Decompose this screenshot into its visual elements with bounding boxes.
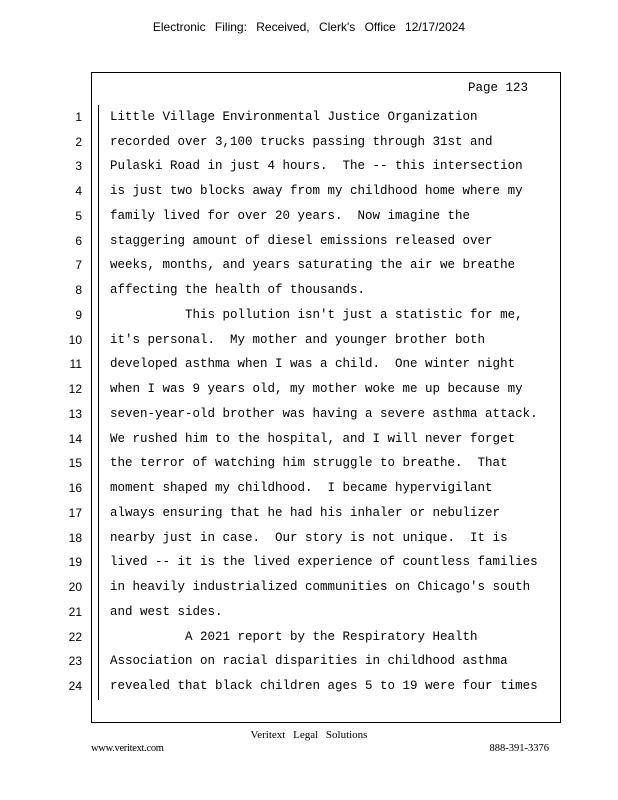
line-text: always ensuring that he had his inhaler or nebulizer	[110, 505, 501, 520]
line-number: 6	[75, 233, 82, 248]
line-number: 8	[75, 283, 82, 298]
transcript-line	[0, 209, 618, 227]
transcript-line	[0, 555, 618, 573]
page-number: Page 123	[468, 81, 529, 95]
transcript-line	[0, 308, 618, 326]
transcript-line	[0, 382, 618, 400]
line-text: revealed that black children ages 5 to 19 were four times	[110, 679, 538, 694]
transcript-line	[0, 580, 618, 598]
line-number: 3	[75, 159, 82, 174]
line-number: 20	[68, 580, 82, 595]
transcript-line	[0, 234, 618, 252]
line-number: 13	[68, 406, 82, 421]
transcript-line	[0, 258, 618, 276]
line-text: seven-year-old brother was having a severe asthma attack.	[110, 406, 538, 421]
transcript-line	[0, 357, 618, 375]
line-text: developed asthma when I was a child. One winter night	[110, 357, 516, 372]
line-number: 15	[68, 456, 82, 471]
line-number: 23	[68, 654, 82, 669]
line-number: 14	[68, 431, 82, 446]
footer-company: Veritext Legal Solutions	[250, 729, 368, 741]
footer-website: www.veritext.com	[91, 743, 164, 754]
footer-phone: 888-391-3376	[489, 743, 549, 754]
filing-header: Electronic Filing: Received, Clerk's Office 12/17/2024	[152, 20, 466, 34]
transcript-line	[0, 407, 618, 425]
line-text: it's personal. My mother and younger brother both	[110, 332, 486, 347]
line-number: 4	[75, 184, 82, 199]
line-text: lived -- it is the lived experience of countless families	[110, 555, 538, 570]
line-number: 16	[68, 481, 82, 496]
line-text: recorded over 3,100 trucks passing through 31st and	[110, 134, 493, 149]
line-text: A 2021 report by the Respiratory Health	[110, 629, 478, 644]
line-number: 18	[68, 530, 82, 545]
line-text: nearby just in case. Our story is not unique. It is	[110, 530, 508, 545]
line-text: Little Village Environmental Justice Organization	[110, 110, 478, 124]
transcript-line	[0, 531, 618, 549]
transcript-line	[0, 333, 618, 351]
transcript-line	[0, 432, 618, 450]
line-number: 17	[68, 505, 82, 520]
line-text: staggering amount of diesel emissions released over	[110, 233, 493, 248]
line-text: Pulaski Road in just 4 hours. The -- this intersection	[110, 159, 523, 174]
line-text: is just two blocks away from my childhood home where my	[110, 184, 523, 199]
transcript-line	[0, 654, 618, 672]
line-text: and west sides.	[110, 604, 223, 619]
line-number: 19	[68, 555, 82, 570]
transcript-line	[0, 184, 618, 202]
line-number: 11	[69, 357, 82, 372]
transcript-line	[0, 159, 618, 177]
transcript-line	[0, 110, 618, 128]
transcript-line	[0, 456, 618, 474]
line-text: We rushed him to the hospital, and I will never forget	[110, 431, 516, 446]
line-text: the terror of watching him struggle to breathe. That	[110, 456, 508, 471]
line-number: 1	[75, 110, 82, 124]
line-text: moment shaped my childhood. I became hypervigilant	[110, 481, 493, 496]
transcript-line	[0, 135, 618, 153]
line-number: 7	[75, 258, 82, 273]
transcript-line	[0, 605, 618, 623]
line-text: Association on racial disparities in childhood asthma	[110, 654, 508, 669]
line-number: 9	[75, 307, 82, 322]
line-number: 5	[75, 208, 82, 223]
line-text: affecting the health of thousands.	[110, 283, 366, 298]
line-text: family lived for over 20 years. Now imagine the	[110, 208, 471, 223]
line-number: 24	[68, 679, 82, 694]
transcript-line	[0, 283, 618, 301]
line-text: This pollution isn't just a statistic for me,	[110, 307, 523, 322]
line-number: 21	[68, 604, 82, 619]
transcript-line	[0, 481, 618, 499]
transcript-line	[0, 679, 618, 697]
line-text: weeks, months, and years saturating the air we breathe	[110, 258, 516, 273]
transcript-line	[0, 506, 618, 524]
line-number: 12	[68, 382, 82, 397]
line-text: in heavily industrialized communities on Chicago's south	[110, 580, 531, 595]
line-number: 2	[75, 134, 82, 149]
transcript-line	[0, 630, 618, 648]
line-number: 10	[68, 332, 82, 347]
line-number: 22	[68, 629, 82, 644]
line-text: when I was 9 years old, my mother woke me up because my	[110, 382, 523, 397]
